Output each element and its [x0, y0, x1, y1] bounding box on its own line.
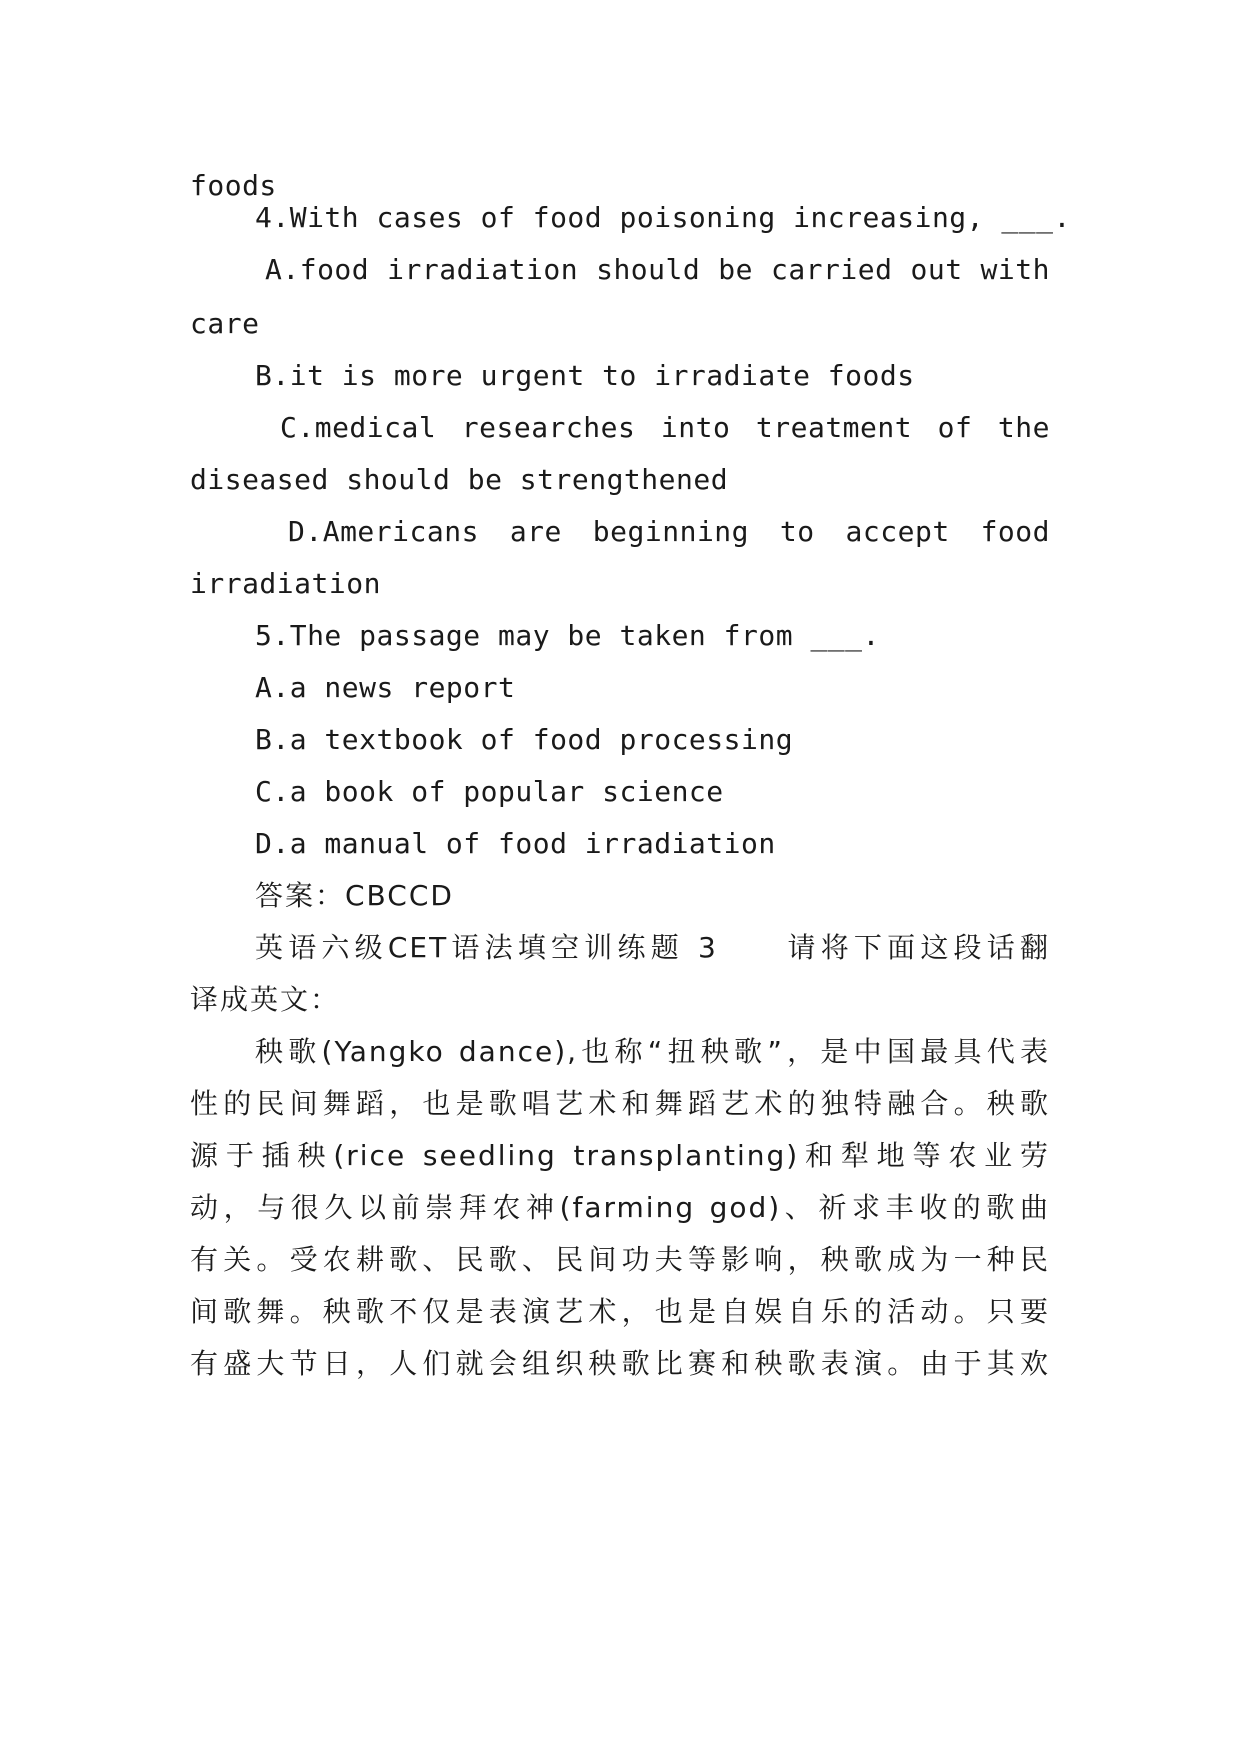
paragraph-line: 秧歌(Yangko dance),也称“扭秧歌”，是中国最具代表: [255, 1035, 1050, 1068]
text-line: diseased should be strengthened: [190, 463, 729, 496]
option-5d: D.a manual of food irradiation: [255, 827, 776, 860]
option-5a: A.a news report: [255, 671, 516, 704]
paragraph-line: 间歌舞。秧歌不仅是表演艺术，也是自娱自乐的活动。只要: [190, 1295, 1050, 1328]
answer-key: 答案：CBCCD: [255, 879, 454, 912]
text-line: irradiation: [190, 567, 381, 600]
option-4a: A.food irradiation should be carried out with: [265, 253, 1050, 286]
text-line: 译成英文：: [190, 983, 341, 1016]
question-4: 4.With cases of food poisoning increasing, ___.: [255, 201, 1071, 234]
option-5b: B.a textbook of food processing: [255, 723, 794, 756]
option-4c: C.medical researches into treatment of the: [280, 411, 1050, 444]
option-4d: D.Americans are beginning to accept food: [288, 515, 1050, 548]
option-4b: B.it is more urgent to irradiate foods: [255, 359, 915, 392]
paragraph-line: 性的民间舞蹈，也是歌唱艺术和舞蹈艺术的独特融合。秧歌: [190, 1087, 1050, 1120]
paragraph-line: 有盛大节日，人们就会组织秧歌比赛和秧歌表演。由于其欢: [190, 1347, 1050, 1380]
paragraph-line: 有关。受农耕歌、民歌、民间功夫等影响，秧歌成为一种民: [190, 1243, 1050, 1276]
option-5c: C.a book of popular science: [255, 775, 724, 808]
question-5: 5.The passage may be taken from ___.: [255, 619, 880, 652]
text-line: care: [190, 307, 260, 340]
text-line: foods: [190, 169, 277, 202]
section-heading: 英语六级CET语法填空训练题 3 请将下面这段话翻: [255, 931, 1050, 964]
paragraph-line: 动，与很久以前崇拜农神(farming god)、祈求丰收的歌曲: [190, 1191, 1050, 1224]
paragraph-line: 源于插秧(rice seedling transplanting)和犁地等农业劳: [190, 1139, 1050, 1172]
